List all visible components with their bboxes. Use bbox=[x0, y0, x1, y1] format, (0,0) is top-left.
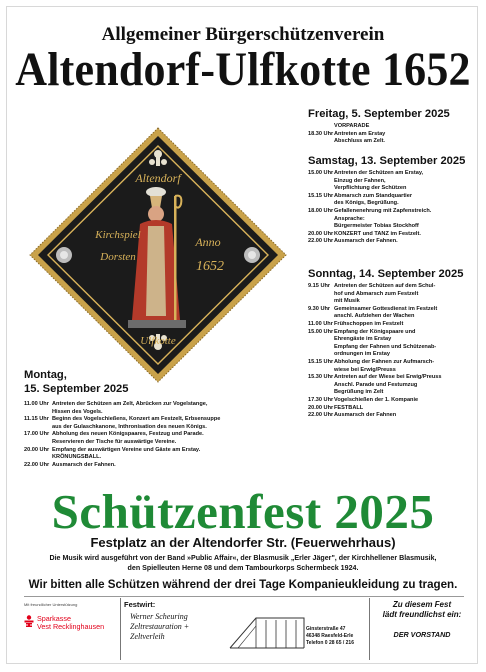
club-banner-image bbox=[24, 120, 292, 390]
festival-music: Die Musik wird ausgeführt von der Band »Public Affair«, der Blasmusik „Erler Jäger", der Kirchhellener Blasmusik, den Spielleuten Herne 08 und dem Tambourkorps Schermbeck 1924. bbox=[49, 554, 437, 572]
footer-separator bbox=[369, 598, 370, 660]
banner-right-text-2: 1652 bbox=[196, 259, 224, 274]
schedule-row: 22.00 Uhr Ausmarsch der Fahnen. bbox=[24, 461, 116, 468]
host-name: Werner Scheuring Zeltrestauration + Zeltverleih bbox=[130, 612, 190, 641]
schedule-row: VORPARADE bbox=[334, 123, 370, 129]
schedule-row: 11.00 Uhr Antreten der Schützen am Zelt, Abrücken zur Vogelstange, Hissen des Vogels. bbox=[24, 401, 208, 415]
tent-icon bbox=[226, 608, 308, 654]
saturday-rows bbox=[308, 170, 468, 246]
monday-rows bbox=[24, 401, 306, 469]
friday-title: Freitag, 5. September 2025 bbox=[308, 108, 450, 120]
banner-left-text-1: Kirchspiel bbox=[95, 229, 141, 241]
schedule-row: 15.00 Uhr Antreten der Schützen am Erstay, Einzug der Fahnen, Verpflichtung der Schützen bbox=[308, 170, 424, 192]
schedule-row: 15.00 Uhr Empfang der Königspaare und Ehrengäste im Erstay Empfang der Fahnen und Schützenab- ordnungen im Erstay bbox=[308, 328, 437, 358]
friday-rows bbox=[308, 123, 468, 146]
schedule-row: 20.00 Uhr KONZERT und TANZ im Festzelt. bbox=[308, 230, 421, 237]
schedule-row: 15.15 Uhr Abholung der Fahnen zur Aufmarsch- wiese bei Erwig/Preuss bbox=[308, 358, 435, 373]
schedule-row: 20.00 Uhr Empfang der auswärtigen Vereine und Gäste am Erstay. KRÖNUNGSBALL. bbox=[24, 446, 201, 461]
schedule-row: 22.00 Uhr Ausmarsch der Fahnen bbox=[308, 412, 397, 419]
schedule-row: 15.15 Uhr Abmarsch zum Standquartier des Königs, Begrüßung. bbox=[308, 192, 413, 207]
invite-text: Zu diesem Fest lädt freundlichst ein: bbox=[382, 600, 462, 619]
festival-location: Festplatz an der Altendorfer Str. (Feuerwehrhaus) bbox=[90, 535, 396, 550]
poster-title: Altendorf-Ulfkotte 1652 bbox=[15, 43, 471, 96]
organization-name: Allgemeiner Bürgerschützenverein bbox=[101, 24, 385, 45]
schedule-row: 11.15 Uhr Beginn des Vogelschießens, Konzert am Festzelt, Erbsensuppe aus der Gulaschkanone, Inthronisation des neuen Königs. bbox=[24, 416, 221, 430]
monday-title-2: 15. September 2025 bbox=[24, 383, 129, 395]
footer-divider bbox=[24, 596, 464, 597]
sunday-title: Sonntag, 14. September 2025 bbox=[308, 268, 464, 280]
schedule-row: 9.30 Uhr Gemeinsamer Gottesdienst im Festzelt anschl. Aufziehen der Wachen bbox=[308, 305, 438, 320]
footer-invitation bbox=[372, 600, 472, 639]
footer-separator bbox=[120, 598, 121, 660]
sparkasse-logo-icon bbox=[24, 615, 34, 627]
monday-title-1: Montag, bbox=[24, 369, 67, 381]
bank-name-1: Sparkasse bbox=[37, 614, 71, 623]
banner-right-text-1: Anno bbox=[195, 235, 221, 249]
schedule-row: 18.30 Uhr Antreten am Erstay Abschluss am Zelt. bbox=[308, 130, 386, 145]
schedule-row: 20.00 Uhr FESTBALL bbox=[308, 404, 364, 411]
festival-plea: Wir bitten alle Schützen während der drei Tage Kompanieukleidung zu tragen. bbox=[28, 578, 458, 591]
schedule-row: 17.30 Uhr Vogelschießen der 1. Kompanie bbox=[308, 396, 419, 403]
host-address: Ginsterstraße 47 46348 Raesfeld-Erle Telefon 0 28 65 / 216 bbox=[306, 626, 354, 646]
festival-title: Schützenfest 2025 bbox=[51, 484, 435, 539]
schedule-row: 9.15 Uhr Antreten der Schützen auf dem Schul- hof und Abmarsch zum Festzelt mit Musik bbox=[308, 283, 436, 305]
schedule-row: 22.00 Uhr Ausmarsch der Fahnen. bbox=[308, 238, 398, 245]
schedule-row: 18.00 Uhr Gefallenenehrung mit Zapfenstreich. Ansprache: Bürgermeister Tobias Stockhoff bbox=[308, 207, 432, 230]
footer-host bbox=[124, 600, 236, 642]
host-label: Festwirt: bbox=[124, 600, 156, 609]
banner-top-text: Altendorf bbox=[135, 171, 181, 185]
bank-logo bbox=[24, 615, 120, 632]
saturday-schedule bbox=[308, 155, 468, 246]
schedule-row: 11.00 Uhr Frühschoppen im Festzelt bbox=[308, 320, 404, 327]
saturday-title: Samstag, 13. September 2025 bbox=[308, 155, 466, 167]
bank-name-2: Vest Recklinghausen bbox=[37, 622, 105, 632]
sunday-rows bbox=[308, 283, 472, 420]
board-signature: DER VORSTAND bbox=[393, 630, 451, 639]
footer-sponsor bbox=[24, 602, 120, 632]
friday-schedule bbox=[308, 108, 468, 146]
banner-left-text-2: Dorsten bbox=[100, 251, 136, 263]
sponsor-note: Mit freundlicher Unterstützung bbox=[24, 602, 78, 607]
schedule-row: 15.30 Uhr Antreten auf der Wiese bei Erwig/Preuss Anschl. Parade und Festumzug Begrüßung im Zelt bbox=[308, 374, 442, 396]
schedule-row: 17.00 Uhr Abholung des neuen Königspaares, Festzug und Parade. Reservieren der Tische für auswärtige Vereine. bbox=[24, 431, 204, 445]
banner-bottom-text: Ulfkotte bbox=[140, 335, 176, 347]
sunday-schedule bbox=[308, 268, 472, 420]
monday-schedule bbox=[24, 369, 306, 469]
